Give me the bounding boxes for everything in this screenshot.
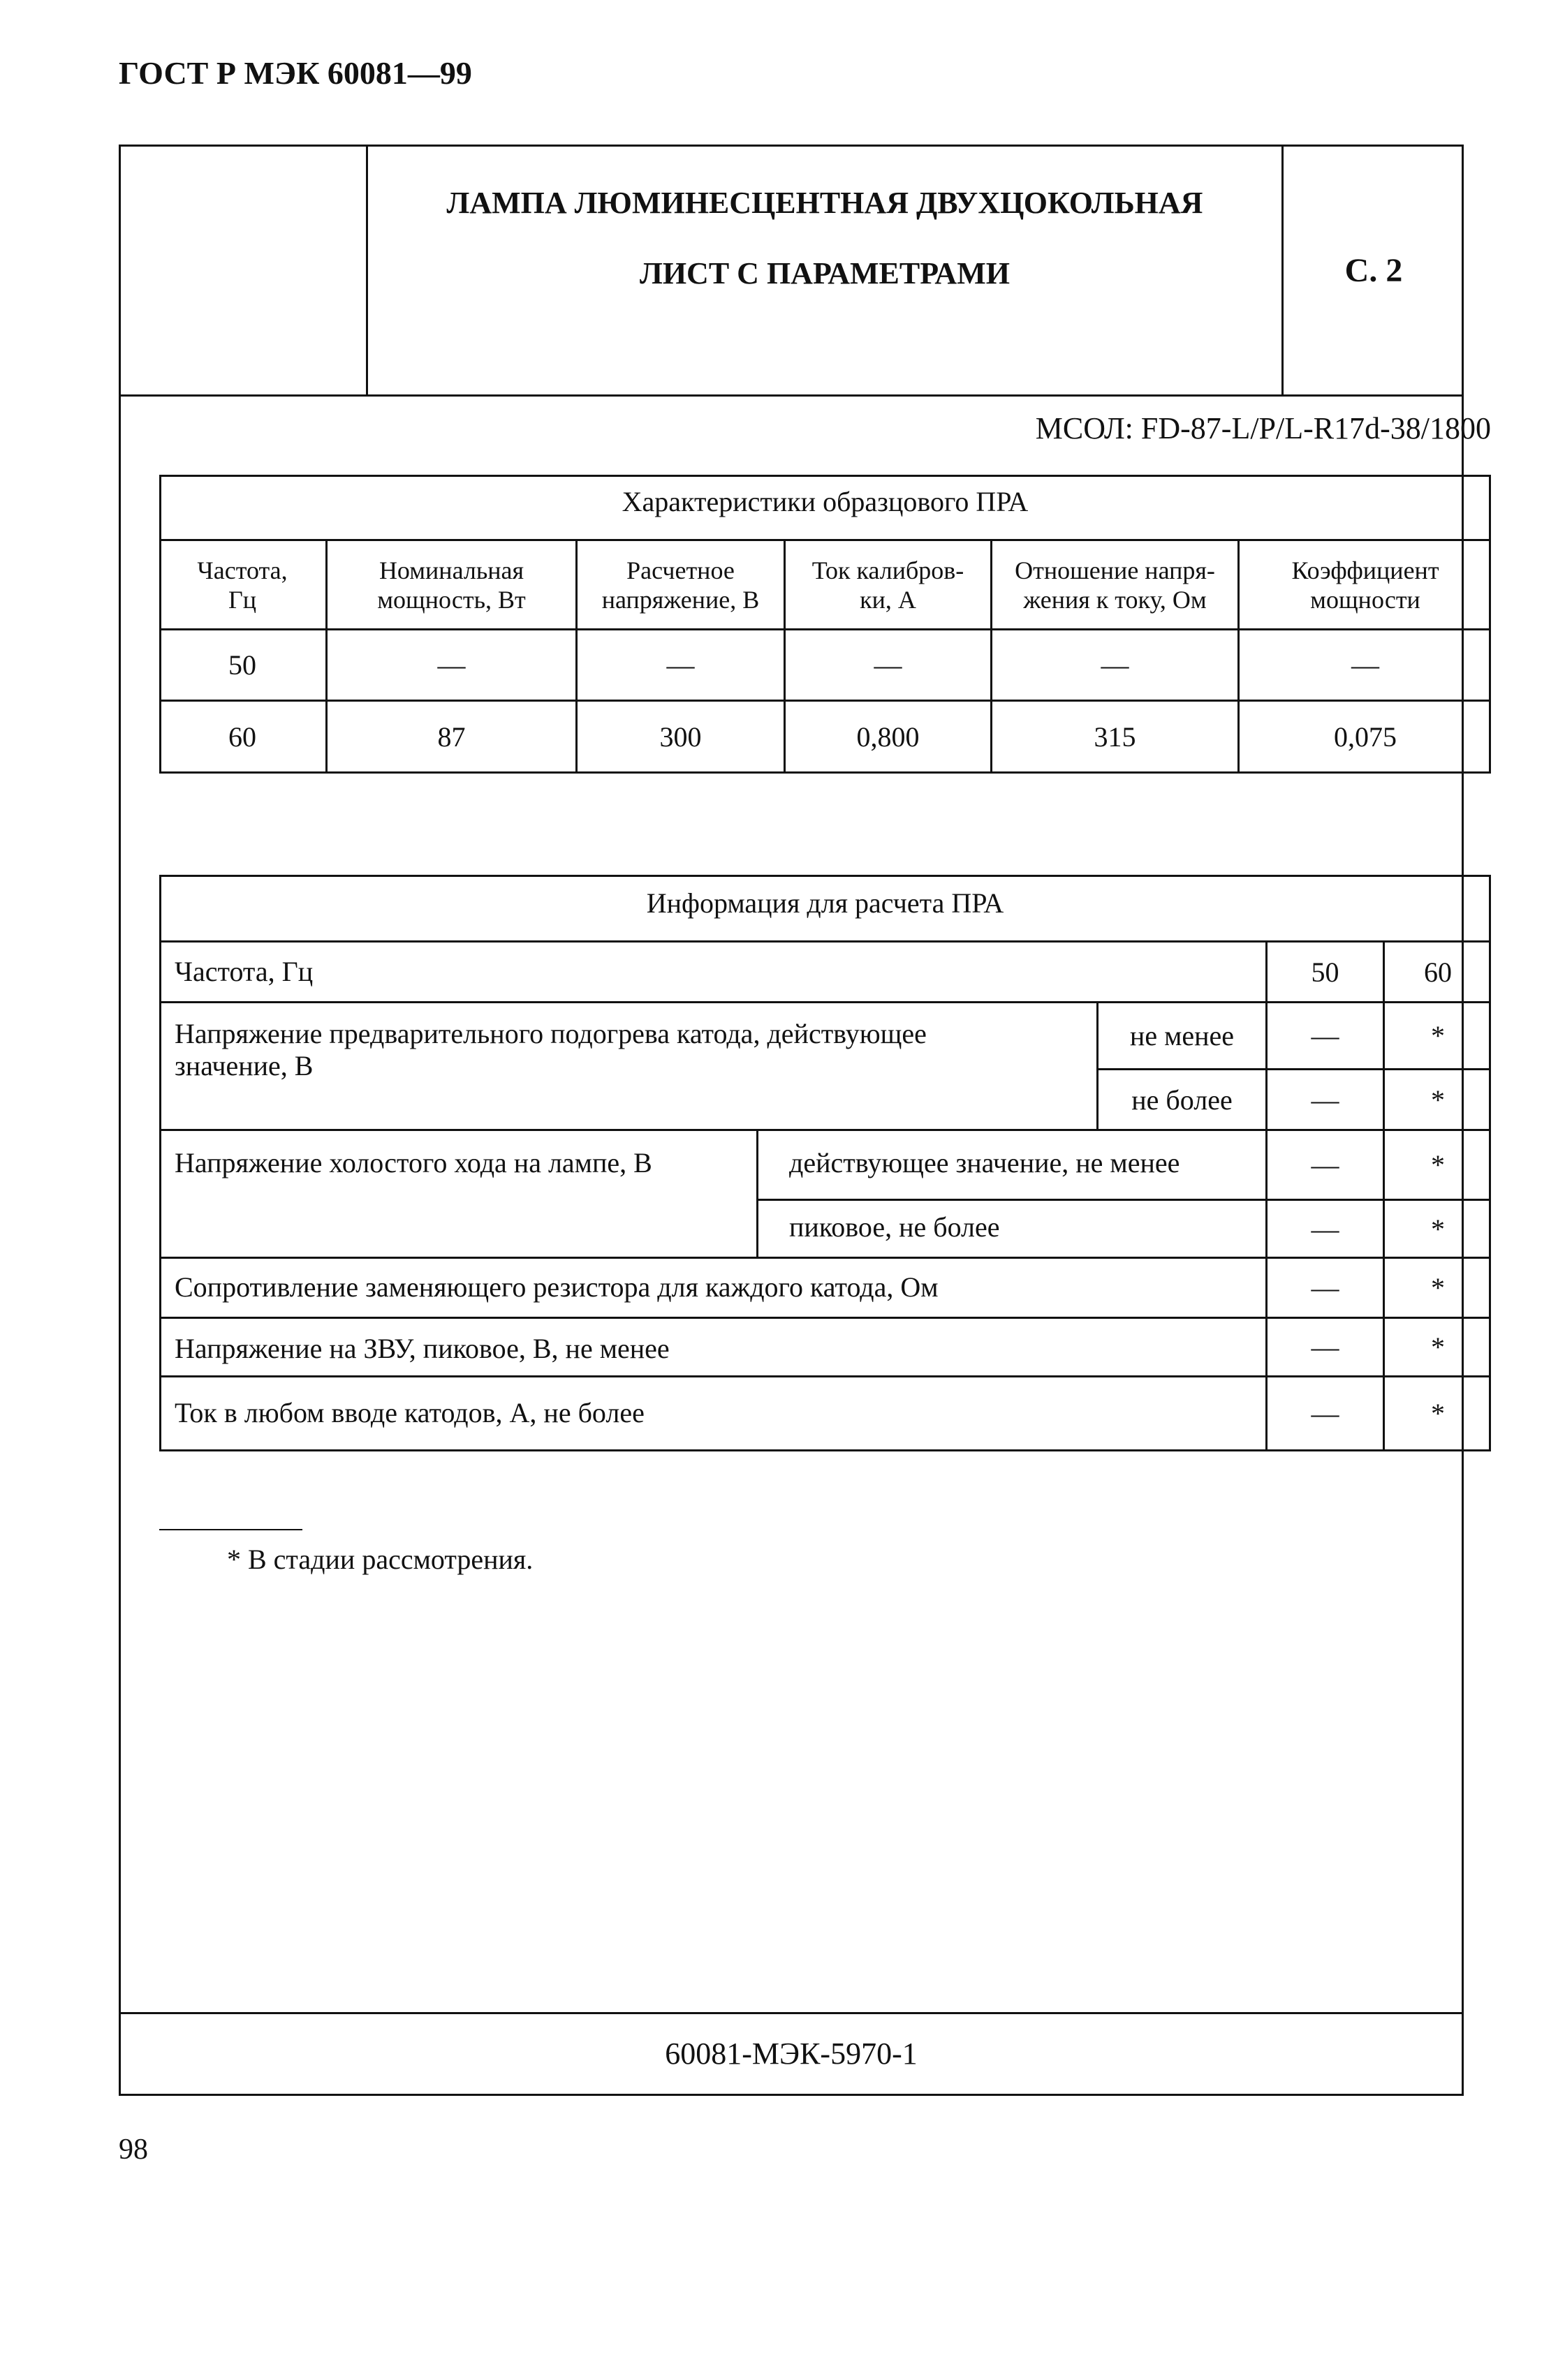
preheat-not-more-label: не более [1131,1084,1233,1116]
document-title: ЛАМПА ЛЮМИНЕСЦЕНТНАЯ ДВУХЦОКОЛЬНАЯ [446,186,1203,220]
col-header-ratio: Отношение напря- жения к току, Ом [1015,556,1215,614]
rms-not-less-label: действующее значение, не менее [789,1147,1180,1178]
table-cell: — [437,649,466,681]
table-cell: — [1101,649,1129,681]
table-cell: — [1311,1020,1339,1051]
resistor-label: Сопротивление заменяющего резистора для каждого катода, Ом [175,1271,939,1303]
table-cell: * [1431,1020,1445,1051]
table-cell: — [874,649,902,681]
peak-not-more-label: пиковое, не более [789,1211,1000,1243]
table-cell: — [1311,1213,1339,1245]
calc-frequency-60: 60 [1424,956,1452,988]
table-cell: — [1311,1084,1339,1116]
col-header-calibration-current: Ток калибров- ки, А [811,556,964,614]
table-cell: — [1351,649,1379,681]
col-header-frequency: Частота, Гц [197,556,288,614]
table-cell: 87 [437,720,466,753]
table-cell: * [1431,1149,1445,1181]
page-number: 98 [119,2134,148,2166]
calc-table-title: Информация для расчета ПРА [646,887,1004,919]
sheet-number: С. 2 [1344,252,1403,289]
col-header-power-factor: Коэффициент мощности [1291,556,1439,614]
table-cell: 50 [228,649,256,681]
table-cell: — [666,649,695,681]
table-cell: * [1431,1331,1445,1363]
standard-number: ГОСТ Р МЭК 60081—99 [119,55,472,91]
table-cell: 0,800 [856,720,920,753]
table-cell: — [1311,1272,1339,1303]
table-cell: — [1311,1331,1339,1363]
table-cell: — [1311,1149,1339,1181]
table-cell: * [1431,1213,1445,1245]
preheat-voltage-label: Напряжение предварительного подогрева катода, действующее значение, В [175,1018,927,1081]
lamp-code: МСОЛ: FD-87-L/P/L-R17d-38/1800 [1035,411,1491,445]
starter-voltage-label: Напряжение на ЗВУ, пиковое, В, не менее [175,1333,670,1364]
col-header-power: Номинальная мощность, Вт [377,556,526,614]
table-cell: * [1431,1398,1445,1429]
calc-frequency-50: 50 [1311,956,1339,988]
table-cell: 300 [659,720,702,753]
preheat-not-less-label: не менее [1129,1020,1235,1051]
table-cell: 315 [1094,720,1136,753]
footnote: * В стадии рассмотрения. [227,1544,534,1575]
ballast-table-title: Характеристики образцового ПРА [622,486,1029,517]
table-cell: * [1431,1084,1445,1116]
footnote-rule [159,1529,302,1530]
document-subtitle: ЛИСТ С ПАРАМЕТРАМИ [640,256,1010,290]
footer-code: 60081-МЭК-5970-1 [665,2037,918,2071]
table-cell: 0,075 [1334,720,1397,753]
col-header-voltage: Расчетное напряжение, В [601,556,760,614]
table-cell: * [1431,1272,1445,1303]
cathode-current-label: Ток в любом вводе катодов, А, не более [175,1397,645,1428]
table-cell: 60 [228,720,256,753]
open-circuit-voltage-label: Напряжение холостого хода на лампе, В [175,1147,652,1178]
table-cell: — [1311,1398,1339,1429]
calc-frequency-label: Частота, Гц [175,956,314,987]
